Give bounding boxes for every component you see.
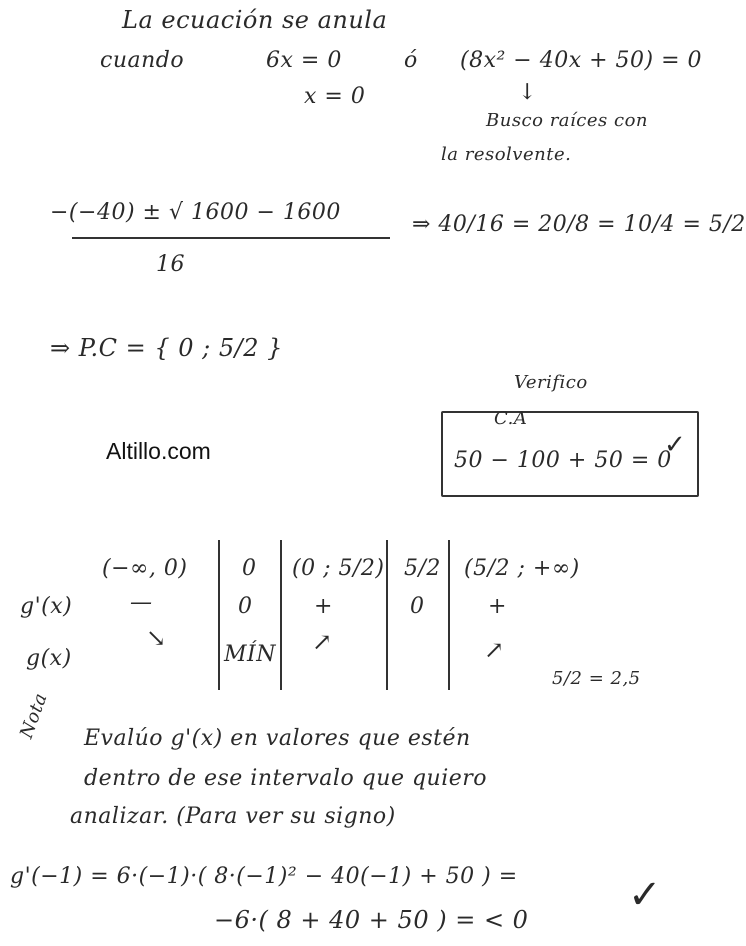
table-header: 5/2 [404, 556, 441, 581]
intro-note-1: Busco raíces con [486, 110, 648, 131]
verification-scribble: Verifico [514, 372, 588, 393]
watermark: Altillo.com [106, 438, 211, 464]
row-label-gprime: g'(x) [20, 594, 73, 619]
intro-quadratic: (8x² − 40x + 50) = 0 [460, 48, 703, 73]
decreasing-arrow-icon: ↘ [146, 624, 167, 652]
table-cell: 0 [410, 594, 425, 619]
intro-line-1: La ecuación se anula [122, 6, 388, 34]
table-cell: + [314, 594, 333, 619]
row-label-g: g(x) [26, 646, 72, 671]
intro-or: ó [404, 48, 418, 73]
table-cell: — [130, 590, 153, 615]
verification-expression: 50 − 100 + 50 = 0 [454, 448, 672, 473]
formula-denominator: 16 [156, 252, 185, 277]
fraction-bar [72, 237, 390, 239]
evaluation-check-icon: ✓ [628, 872, 663, 918]
explanation-line-3: analizar. (Para ver su signo) [70, 804, 396, 829]
table-header: (5/2 ; +∞) [464, 556, 580, 581]
evaluation-line-1: g'(−1) = 6·(−1)·( 8·(−1)² − 40(−1) + 50 ) = [10, 864, 518, 889]
table-divider [218, 540, 220, 690]
increasing-arrow-icon: ↗ [312, 628, 333, 656]
explanation-line-1: Evalúo g'(x) en valores que estén [84, 726, 471, 751]
margin-label: Nota [16, 690, 52, 742]
table-divider [448, 540, 450, 690]
table-header: (0 ; 5/2) [292, 556, 385, 581]
table-divider [280, 540, 282, 690]
table-cell: 0 [238, 594, 253, 619]
table-cell: + [488, 594, 507, 619]
verification-title: C.A [494, 408, 528, 429]
table-divider [386, 540, 388, 690]
table-header: 0 [242, 556, 257, 581]
verification-check-icon: ✓ [664, 430, 687, 460]
evaluation-line-2: −6·( 8 + 40 + 50 ) = < 0 [214, 906, 529, 934]
intro-x-eq-0: x = 0 [304, 84, 366, 109]
increasing-arrow-icon: ↗ [484, 636, 505, 664]
table-cell-min: MÍN [224, 642, 276, 667]
formula-numerator: −(−40) ± √ 1600 − 1600 [50, 200, 341, 225]
side-note: 5/2 = 2,5 [552, 668, 641, 689]
intro-6x-eq: 6x = 0 [266, 48, 342, 73]
table-header: (−∞, 0) [102, 556, 188, 581]
explanation-line-2: dentro de ese intervalo que quiero [84, 766, 488, 791]
critical-points: ⇒ P.C = { 0 ; 5/2 } [50, 334, 283, 362]
intro-cuando: cuando [100, 48, 185, 73]
formula-simplification: ⇒ 40/16 = 20/8 = 10/4 = 5/2 [412, 212, 746, 237]
intro-down-arrow: ↓ [518, 80, 537, 105]
intro-note-2: la resolvente. [441, 144, 572, 165]
